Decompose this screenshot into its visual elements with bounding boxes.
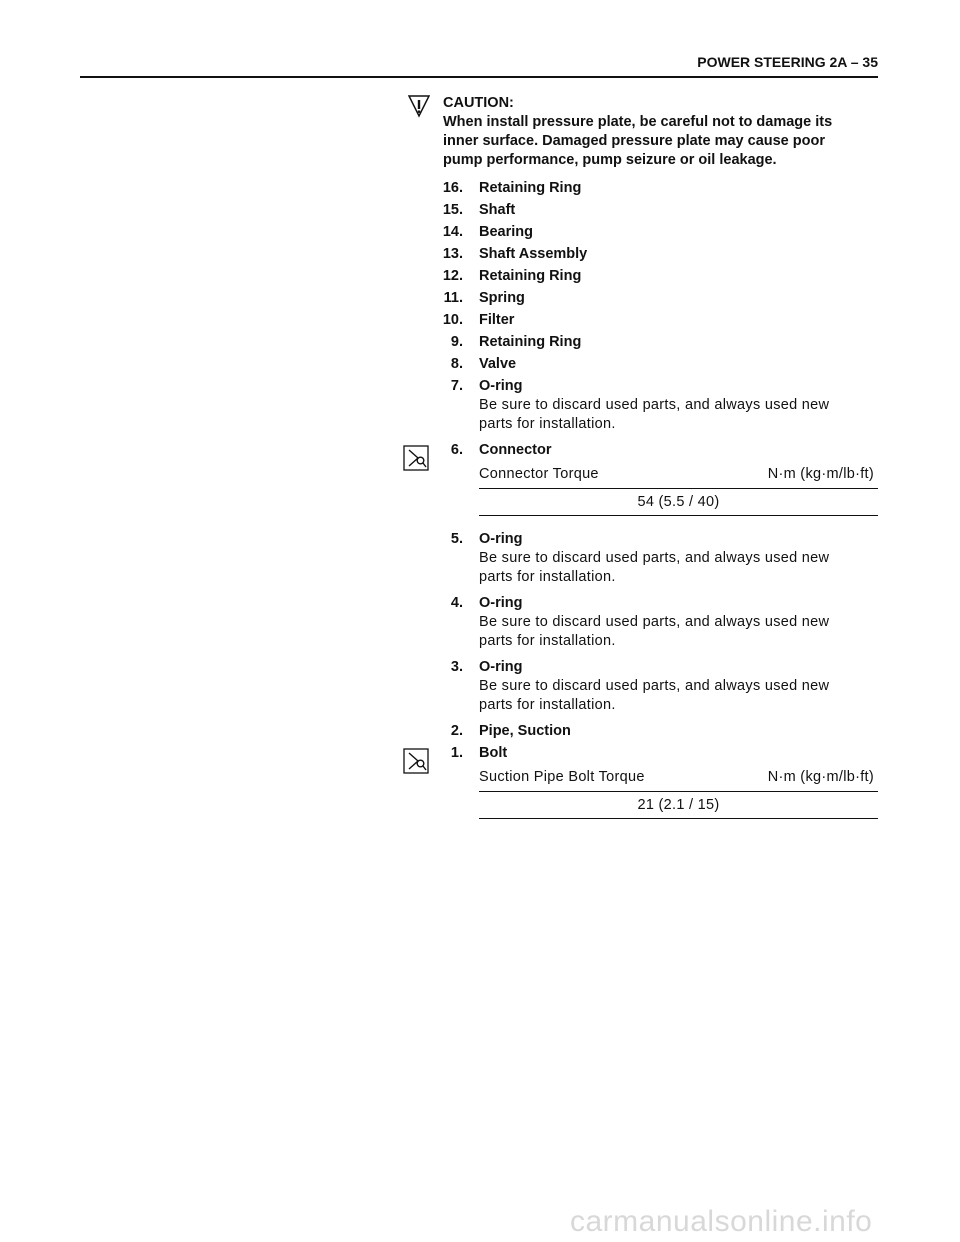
item-label: Shaft Assembly — [479, 246, 588, 262]
watermark: carmanualsonline.info — [570, 1205, 873, 1238]
caution-heading: CAUTION: — [443, 95, 514, 111]
discard-note-line: parts for installation. — [479, 697, 616, 713]
item-label: O-ring — [479, 531, 523, 547]
spec-label: Suction Pipe Bolt Torque — [479, 769, 645, 785]
page-header — [80, 54, 878, 78]
item-number: 3. — [450, 659, 463, 675]
item-number: 14. — [442, 224, 463, 240]
item-label: Retaining Ring — [479, 268, 582, 284]
item-number: 4. — [450, 595, 463, 611]
spec-header-row — [479, 462, 878, 489]
discard-note-line: parts for installation. — [479, 569, 616, 585]
caution-line: pump performance, pump seizure or oil leakage. — [443, 152, 777, 168]
item-label: Shaft — [479, 202, 516, 218]
item-number: 6. — [450, 442, 463, 458]
item-number: 2. — [450, 723, 463, 739]
spec-value: 54 (5.5 / 40) — [479, 489, 878, 516]
item-number: 1. — [450, 745, 463, 761]
item-number: 15. — [442, 202, 463, 218]
spec-header-row — [479, 765, 878, 792]
item-number: 12. — [442, 268, 463, 284]
spec-value: 21 (2.1 / 15) — [479, 792, 878, 819]
caution-block — [443, 94, 883, 170]
item-label: Bolt — [479, 745, 508, 761]
item-label: Retaining Ring — [479, 180, 582, 196]
spec-unit: N·m (kg·m/lb·ft) — [767, 769, 874, 785]
discard-note-line: Be sure to discard used parts, and always used new — [479, 397, 830, 413]
item-label: Pipe, Suction — [479, 723, 571, 739]
item-number: 11. — [443, 290, 463, 306]
item-label: Retaining Ring — [479, 334, 582, 350]
discard-note-line: Be sure to discard used parts, and always used new — [479, 678, 830, 694]
item-number: 13. — [442, 246, 463, 262]
torque-wrench-icon — [403, 748, 429, 774]
item-number: 16. — [442, 180, 463, 196]
spec-label: Connector Torque — [479, 466, 599, 482]
discard-note-line: Be sure to discard used parts, and always used new — [479, 614, 830, 630]
item-label: Valve — [479, 356, 517, 372]
item-number: 8. — [450, 356, 463, 372]
item-number: 7. — [450, 378, 463, 394]
suction-bolt-torque-spec — [479, 765, 878, 819]
caution-line: When install pressure plate, be careful not to damage its — [443, 114, 833, 130]
item-number: 5. — [450, 531, 463, 547]
discard-note-line: parts for installation. — [479, 416, 616, 432]
connector-torque-spec — [479, 462, 878, 516]
item-label: Filter — [479, 312, 515, 328]
item-label: O-ring — [479, 378, 523, 394]
item-number: 9. — [450, 334, 463, 350]
item-label: Spring — [479, 290, 525, 306]
caution-line: inner surface. Damaged pressure plate may cause poor — [443, 133, 825, 149]
item-label: Connector — [479, 442, 552, 458]
caution-triangle-icon — [408, 94, 430, 118]
discard-note-line: Be sure to discard used parts, and always used new — [479, 550, 830, 566]
item-label: Bearing — [479, 224, 533, 240]
item-label: O-ring — [479, 659, 523, 675]
item-label: O-ring — [479, 595, 523, 611]
discard-note-line: parts for installation. — [479, 633, 616, 649]
spec-unit: N·m (kg·m/lb·ft) — [767, 466, 874, 482]
torque-wrench-icon — [403, 445, 429, 471]
page-header-title: POWER STEERING 2A – 35 — [697, 54, 878, 70]
item-number: 10. — [442, 312, 463, 328]
